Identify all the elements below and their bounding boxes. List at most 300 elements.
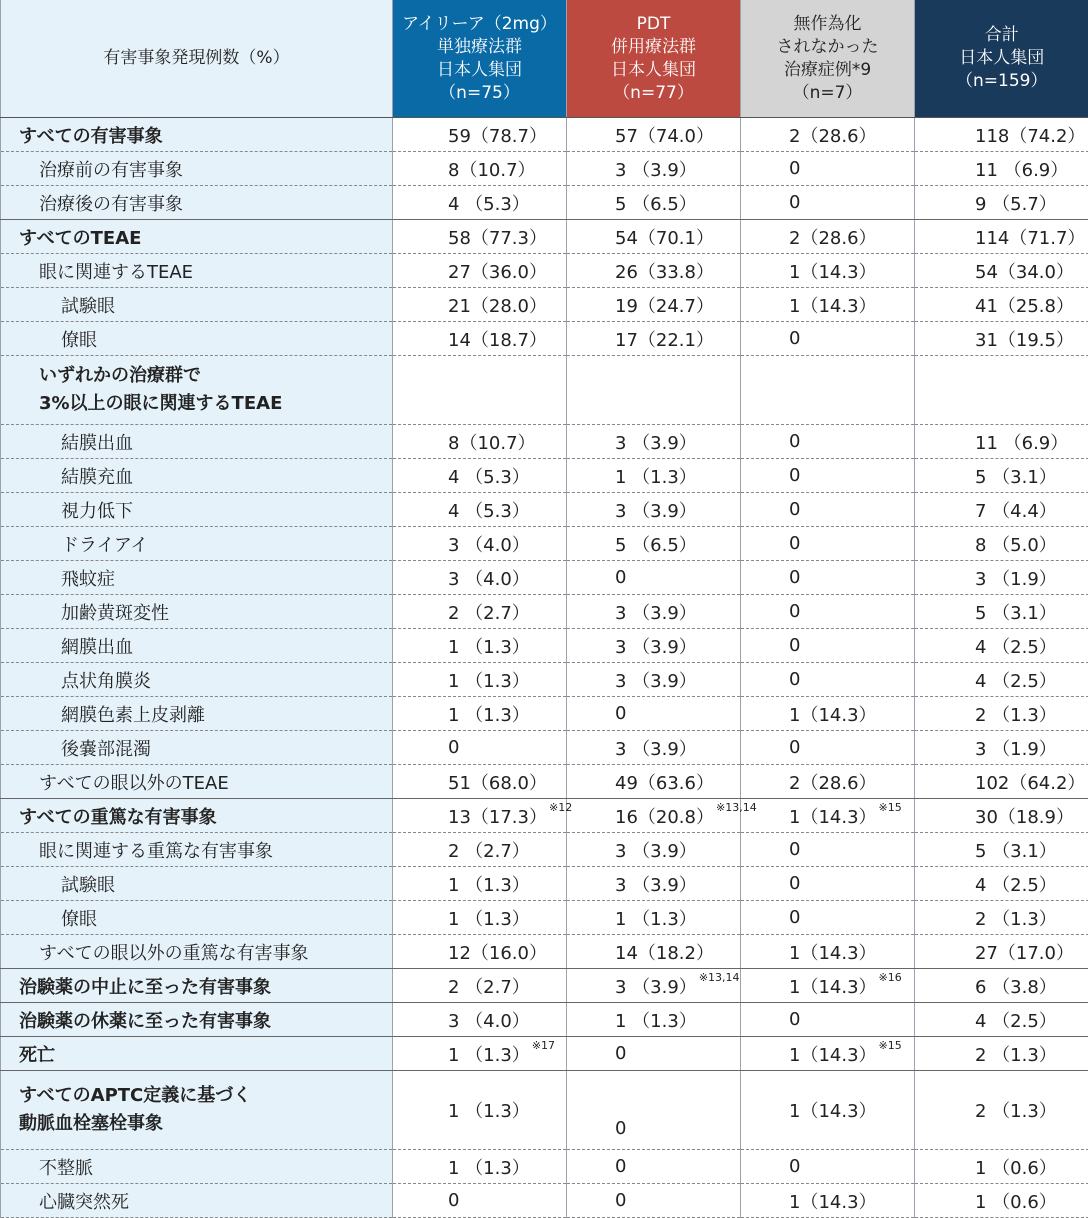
header-aflibercept-mono: アイリーア（2mg） 単独療法群 日本人集団 （n=75） bbox=[393, 0, 567, 118]
table-row bbox=[1, 935, 1088, 969]
table-row bbox=[1, 1003, 1088, 1037]
value-cell bbox=[915, 1003, 1088, 1037]
row-label: 点状角膜炎 bbox=[1, 663, 393, 697]
footnote-ref: ※13,14 bbox=[699, 971, 740, 984]
cell-value: 3 （4.0） bbox=[448, 1011, 530, 1032]
value-cell bbox=[741, 493, 915, 527]
value-cell bbox=[393, 186, 567, 220]
value-cell bbox=[393, 663, 567, 697]
value-cell bbox=[741, 969, 915, 1003]
value-cell bbox=[393, 527, 567, 561]
cell-value: 1 （0.6） bbox=[975, 1158, 1057, 1179]
cell-value: 0 bbox=[789, 465, 800, 486]
cell-value: 0 bbox=[789, 499, 800, 520]
value-cell bbox=[915, 322, 1088, 356]
value-cell bbox=[915, 1184, 1088, 1218]
value-cell bbox=[915, 799, 1088, 833]
cell-value: 27（36.0） bbox=[448, 262, 547, 283]
cell-value: 59（78.7） bbox=[448, 126, 547, 147]
table-row bbox=[1, 425, 1088, 459]
row-label: 心臓突然死 bbox=[1, 1184, 393, 1218]
table-row bbox=[1, 459, 1088, 493]
value-cell bbox=[741, 867, 915, 901]
value-cell bbox=[567, 288, 741, 322]
value-cell bbox=[393, 867, 567, 901]
cell-value: 4 （2.5） bbox=[975, 637, 1057, 658]
cell-value: 9 （5.7） bbox=[975, 194, 1057, 215]
row-label: 治験薬の中止に至った有害事象 bbox=[1, 969, 393, 1003]
value-cell bbox=[567, 527, 741, 561]
value-cell bbox=[915, 935, 1088, 969]
table-row bbox=[1, 288, 1088, 322]
cell-value: 0 bbox=[789, 533, 800, 554]
cell-value: 1 （1.3） bbox=[448, 671, 530, 692]
footnote-ref: ※13,14 bbox=[716, 801, 757, 814]
value-cell bbox=[567, 799, 741, 833]
cell-value: 1（14.3） bbox=[789, 977, 877, 998]
value-cell bbox=[393, 799, 567, 833]
value-cell bbox=[741, 595, 915, 629]
row-label: 眼に関連する重篤な有害事象 bbox=[1, 833, 393, 867]
cell-value: 1 （1.3） bbox=[615, 909, 697, 930]
value-cell bbox=[393, 1184, 567, 1218]
value-cell bbox=[393, 118, 567, 152]
value-cell bbox=[567, 425, 741, 459]
value-cell bbox=[567, 254, 741, 288]
cell-value: 5 （6.5） bbox=[615, 194, 697, 215]
cell-value: 0 bbox=[789, 328, 800, 349]
cell-value: 3 （3.9） bbox=[615, 977, 697, 998]
value-cell bbox=[567, 561, 741, 595]
value-cell bbox=[393, 731, 567, 765]
cell-value: 2 （1.3） bbox=[975, 1045, 1057, 1066]
row-label: 網膜出血 bbox=[1, 629, 393, 663]
value-cell bbox=[567, 663, 741, 697]
value-cell bbox=[741, 697, 915, 731]
cell-value: 21（28.0） bbox=[448, 296, 547, 317]
cell-value: 1（14.3） bbox=[789, 296, 877, 317]
cell-value: 114（71.7） bbox=[975, 228, 1085, 249]
value-cell bbox=[915, 152, 1088, 186]
table-row bbox=[1, 1071, 1088, 1150]
cell-value: 1 （1.3） bbox=[448, 637, 530, 658]
value-cell bbox=[741, 731, 915, 765]
cell-value: 27（17.0） bbox=[975, 943, 1074, 964]
value-cell bbox=[393, 288, 567, 322]
table-row bbox=[1, 186, 1088, 220]
header-pdt-combo: PDT 併用療法群 日本人集団 （n=77） bbox=[567, 0, 741, 118]
table-row bbox=[1, 1150, 1088, 1184]
table-row bbox=[1, 493, 1088, 527]
value-cell bbox=[393, 935, 567, 969]
table-row bbox=[1, 1037, 1088, 1071]
cell-value: 0 bbox=[448, 737, 459, 758]
cell-value: 118（74.2） bbox=[975, 126, 1085, 147]
row-label: 後嚢部混濁 bbox=[1, 731, 393, 765]
value-cell bbox=[567, 1071, 741, 1150]
cell-value: 31（19.5） bbox=[975, 330, 1074, 351]
cell-value: 2 （1.3） bbox=[975, 705, 1057, 726]
cell-value: 0 bbox=[789, 907, 800, 928]
value-cell bbox=[567, 731, 741, 765]
value-cell bbox=[567, 356, 741, 425]
value-cell bbox=[741, 356, 915, 425]
table-row bbox=[1, 152, 1088, 186]
footnote-ref: ※16 bbox=[879, 971, 902, 984]
row-label: 僚眼 bbox=[1, 322, 393, 356]
value-cell bbox=[393, 254, 567, 288]
value-cell bbox=[741, 186, 915, 220]
row-label: 結膜出血 bbox=[1, 425, 393, 459]
value-cell bbox=[393, 765, 567, 799]
cell-value: 3 （3.9） bbox=[615, 739, 697, 760]
cell-value: 5 （3.1） bbox=[975, 603, 1057, 624]
cell-value: 3 （4.0） bbox=[448, 535, 530, 556]
cell-value: 1 （1.3） bbox=[448, 875, 530, 896]
cell-value: 3 （3.9） bbox=[615, 160, 697, 181]
cell-value: 49（63.6） bbox=[615, 773, 714, 794]
row-label: すべての有害事象 bbox=[1, 118, 393, 152]
value-cell bbox=[567, 1003, 741, 1037]
row-label: 網膜色素上皮剥離 bbox=[1, 697, 393, 731]
value-cell bbox=[915, 969, 1088, 1003]
table-row bbox=[1, 118, 1088, 152]
cell-value: 30（18.9） bbox=[975, 807, 1074, 828]
cell-value: 1 （0.6） bbox=[975, 1192, 1057, 1213]
value-cell bbox=[393, 595, 567, 629]
cell-value: 17（22.1） bbox=[615, 330, 714, 351]
value-cell bbox=[393, 459, 567, 493]
row-label: すべてのAPTC定義に基づく 動脈血栓塞栓事象 bbox=[1, 1071, 393, 1150]
cell-value: 2 （2.7） bbox=[448, 977, 530, 998]
value-cell bbox=[567, 493, 741, 527]
value-cell bbox=[393, 1003, 567, 1037]
cell-value: 26（33.8） bbox=[615, 262, 714, 283]
cell-value: 12（16.0） bbox=[448, 943, 547, 964]
value-cell bbox=[567, 459, 741, 493]
cell-value: 8（10.7） bbox=[448, 433, 536, 454]
footnote-ref: ※12 bbox=[549, 801, 572, 814]
value-cell bbox=[567, 867, 741, 901]
cell-value: 0 bbox=[789, 431, 800, 452]
cell-value: 3 （3.9） bbox=[615, 637, 697, 658]
value-cell bbox=[741, 1150, 915, 1184]
value-cell bbox=[915, 186, 1088, 220]
row-label: 飛蚊症 bbox=[1, 561, 393, 595]
table-row bbox=[1, 629, 1088, 663]
value-cell bbox=[741, 288, 915, 322]
cell-value: 1 （1.3） bbox=[615, 467, 697, 488]
cell-value: 2（28.6） bbox=[789, 126, 877, 147]
cell-value: 2 （2.7） bbox=[448, 841, 530, 862]
value-cell bbox=[915, 254, 1088, 288]
value-cell bbox=[741, 527, 915, 561]
cell-value: 0 bbox=[615, 567, 626, 588]
table-row bbox=[1, 799, 1088, 833]
cell-value: 3 （3.9） bbox=[615, 501, 697, 522]
value-cell bbox=[741, 425, 915, 459]
table-row bbox=[1, 663, 1088, 697]
header-label: 有害事象発現例数（%） bbox=[1, 0, 393, 118]
cell-value: 1 （1.3） bbox=[448, 1045, 530, 1066]
cell-value: 1（14.3） bbox=[789, 943, 877, 964]
value-cell bbox=[915, 356, 1088, 425]
value-cell bbox=[567, 1150, 741, 1184]
row-label: 治療後の有害事象 bbox=[1, 186, 393, 220]
cell-value: 0 bbox=[789, 567, 800, 588]
cell-value: 0 bbox=[789, 158, 800, 179]
cell-value: 1 （1.3） bbox=[448, 909, 530, 930]
row-label: 僚眼 bbox=[1, 901, 393, 935]
value-cell bbox=[567, 152, 741, 186]
table-row bbox=[1, 220, 1088, 254]
cell-value: 0 bbox=[789, 1009, 800, 1030]
value-cell bbox=[393, 629, 567, 663]
value-cell bbox=[567, 935, 741, 969]
value-cell bbox=[915, 697, 1088, 731]
cell-value: 3 （3.9） bbox=[615, 671, 697, 692]
value-cell bbox=[567, 595, 741, 629]
cell-value: 2 （2.7） bbox=[448, 603, 530, 624]
cell-value: 57（74.0） bbox=[615, 126, 714, 147]
value-cell bbox=[567, 322, 741, 356]
value-cell bbox=[915, 561, 1088, 595]
value-cell bbox=[915, 663, 1088, 697]
cell-value: 3 （3.9） bbox=[615, 603, 697, 624]
cell-value: 41（25.8） bbox=[975, 296, 1074, 317]
cell-value: 58（77.3） bbox=[448, 228, 547, 249]
row-label: すべての重篤な有害事象 bbox=[1, 799, 393, 833]
table-row bbox=[1, 356, 1088, 425]
value-cell bbox=[567, 1184, 741, 1218]
value-cell bbox=[393, 901, 567, 935]
table-row bbox=[1, 765, 1088, 799]
cell-value: 4 （5.3） bbox=[448, 467, 530, 488]
table-row bbox=[1, 254, 1088, 288]
value-cell bbox=[915, 731, 1088, 765]
footnote-ref: ※15 bbox=[879, 1039, 902, 1052]
cell-value: 0 bbox=[789, 669, 800, 690]
cell-value: 0 bbox=[615, 1190, 626, 1211]
value-cell bbox=[393, 1071, 567, 1150]
value-cell bbox=[741, 663, 915, 697]
value-cell bbox=[393, 697, 567, 731]
table-row bbox=[1, 731, 1088, 765]
row-label: 治療前の有害事象 bbox=[1, 152, 393, 186]
cell-value: 5 （6.5） bbox=[615, 535, 697, 556]
value-cell bbox=[393, 561, 567, 595]
row-label: 治験薬の休薬に至った有害事象 bbox=[1, 1003, 393, 1037]
value-cell bbox=[741, 1037, 915, 1071]
cell-value: 1（14.3） bbox=[789, 705, 877, 726]
value-cell bbox=[393, 356, 567, 425]
cell-value: 1 （1.3） bbox=[448, 705, 530, 726]
cell-value: 102（64.2） bbox=[975, 773, 1085, 794]
table-row bbox=[1, 867, 1088, 901]
value-cell bbox=[915, 765, 1088, 799]
value-cell bbox=[741, 1003, 915, 1037]
cell-value: 1（14.3） bbox=[789, 1045, 877, 1066]
table-row bbox=[1, 901, 1088, 935]
cell-value: 3 （3.9） bbox=[615, 875, 697, 896]
cell-value: 0 bbox=[615, 1043, 626, 1064]
cell-value: 0 bbox=[615, 1156, 626, 1177]
row-label: すべてのTEAE bbox=[1, 220, 393, 254]
cell-value: 51（68.0） bbox=[448, 773, 547, 794]
table-row bbox=[1, 527, 1088, 561]
cell-value: 5 （3.1） bbox=[975, 467, 1057, 488]
value-cell bbox=[741, 220, 915, 254]
value-cell bbox=[915, 425, 1088, 459]
value-cell bbox=[393, 1150, 567, 1184]
value-cell bbox=[567, 118, 741, 152]
value-cell bbox=[393, 833, 567, 867]
value-cell bbox=[393, 425, 567, 459]
cell-value: 11 （6.9） bbox=[975, 433, 1068, 454]
row-label: すべての眼以外のTEAE bbox=[1, 765, 393, 799]
cell-value: 3 （1.9） bbox=[975, 739, 1057, 760]
value-cell bbox=[741, 901, 915, 935]
value-cell bbox=[741, 1071, 915, 1150]
table-row bbox=[1, 595, 1088, 629]
cell-value: 0 bbox=[789, 635, 800, 656]
value-cell bbox=[567, 1037, 741, 1071]
value-cell bbox=[567, 629, 741, 663]
value-cell bbox=[741, 322, 915, 356]
cell-value: 0 bbox=[789, 737, 800, 758]
value-cell bbox=[915, 629, 1088, 663]
value-cell bbox=[741, 833, 915, 867]
value-cell bbox=[567, 901, 741, 935]
row-label: 結膜充血 bbox=[1, 459, 393, 493]
cell-value: 1 （1.3） bbox=[448, 1158, 530, 1179]
cell-value: 4 （2.5） bbox=[975, 875, 1057, 896]
cell-value: 54（34.0） bbox=[975, 262, 1074, 283]
row-label: 視力低下 bbox=[1, 493, 393, 527]
value-cell bbox=[393, 220, 567, 254]
table-row bbox=[1, 969, 1088, 1003]
cell-value: 1（14.3） bbox=[789, 262, 877, 283]
cell-value: 0 bbox=[789, 192, 800, 213]
cell-value: 3 （1.9） bbox=[975, 569, 1057, 590]
value-cell bbox=[741, 935, 915, 969]
header-row bbox=[1, 0, 1088, 118]
cell-value: 7 （4.4） bbox=[975, 501, 1057, 522]
cell-value: 0 bbox=[448, 1190, 459, 1211]
value-cell bbox=[741, 152, 915, 186]
value-cell bbox=[567, 697, 741, 731]
row-label: 試験眼 bbox=[1, 867, 393, 901]
cell-value: 1 （1.3） bbox=[448, 1101, 530, 1122]
cell-value: 1 （1.3） bbox=[615, 1011, 697, 1032]
row-label: ドライアイ bbox=[1, 527, 393, 561]
cell-value: 3 （3.9） bbox=[615, 841, 697, 862]
value-cell bbox=[915, 220, 1088, 254]
table-row bbox=[1, 561, 1088, 595]
value-cell bbox=[393, 493, 567, 527]
row-label: 加齢黄斑変性 bbox=[1, 595, 393, 629]
value-cell bbox=[915, 595, 1088, 629]
cell-value: 14（18.7） bbox=[448, 330, 547, 351]
cell-value: 4 （5.3） bbox=[448, 501, 530, 522]
value-cell bbox=[741, 118, 915, 152]
cell-value: 1（14.3） bbox=[789, 1101, 877, 1122]
value-cell bbox=[915, 901, 1088, 935]
cell-value: 0 bbox=[789, 839, 800, 860]
value-cell bbox=[915, 118, 1088, 152]
value-cell bbox=[915, 527, 1088, 561]
table-row bbox=[1, 697, 1088, 731]
cell-value: 14（18.2） bbox=[615, 943, 714, 964]
row-label: いずれかの治療群で 3%以上の眼に関連するTEAE bbox=[1, 356, 393, 425]
cell-value: 3 （4.0） bbox=[448, 569, 530, 590]
row-label: すべての眼以外の重篤な有害事象 bbox=[1, 935, 393, 969]
cell-value: 0 bbox=[615, 703, 626, 724]
value-cell bbox=[915, 493, 1088, 527]
value-cell bbox=[915, 867, 1088, 901]
value-cell bbox=[741, 765, 915, 799]
cell-value: 11 （6.9） bbox=[975, 160, 1068, 181]
value-cell bbox=[741, 629, 915, 663]
cell-value: 19（24.7） bbox=[615, 296, 714, 317]
header-total: 合計 日本人集団 （n=159） bbox=[915, 0, 1088, 118]
row-label: 不整脈 bbox=[1, 1150, 393, 1184]
cell-value: 5 （3.1） bbox=[975, 841, 1057, 862]
cell-value: 0 bbox=[789, 601, 800, 622]
value-cell bbox=[741, 561, 915, 595]
footnote-ref: ※17 bbox=[532, 1039, 555, 1052]
value-cell bbox=[393, 969, 567, 1003]
value-cell bbox=[741, 799, 915, 833]
value-cell bbox=[915, 1071, 1088, 1150]
value-cell bbox=[393, 152, 567, 186]
value-cell bbox=[915, 459, 1088, 493]
cell-value: 6 （3.8） bbox=[975, 977, 1057, 998]
value-cell bbox=[567, 969, 741, 1003]
cell-value: 4 （2.5） bbox=[975, 671, 1057, 692]
cell-value: 1（14.3） bbox=[789, 1192, 877, 1213]
cell-value: 2（28.6） bbox=[789, 773, 877, 794]
table-row bbox=[1, 833, 1088, 867]
row-label: 試験眼 bbox=[1, 288, 393, 322]
value-cell bbox=[741, 459, 915, 493]
value-cell bbox=[741, 254, 915, 288]
row-label: 眼に関連するTEAE bbox=[1, 254, 393, 288]
cell-value: 1（14.3） bbox=[789, 807, 877, 828]
value-cell bbox=[915, 288, 1088, 322]
footnote-ref: ※15 bbox=[879, 801, 902, 814]
cell-value: 13（17.3） bbox=[448, 807, 547, 828]
value-cell bbox=[393, 1037, 567, 1071]
value-cell bbox=[567, 186, 741, 220]
cell-value: 4 （2.5） bbox=[975, 1011, 1057, 1032]
header-not-randomized: 無作為化 されなかった 治療症例*9 （n=7） bbox=[741, 0, 915, 118]
cell-value: 0 bbox=[789, 873, 800, 894]
cell-value: 8 （5.0） bbox=[975, 535, 1057, 556]
cell-value: 8（10.7） bbox=[448, 160, 536, 181]
value-cell bbox=[915, 1150, 1088, 1184]
cell-value: 54（70.1） bbox=[615, 228, 714, 249]
cell-value: 4 （5.3） bbox=[448, 194, 530, 215]
value-cell bbox=[567, 220, 741, 254]
cell-value: 3 （3.9） bbox=[615, 433, 697, 454]
value-cell bbox=[567, 833, 741, 867]
cell-value: 2 （1.3） bbox=[975, 909, 1057, 930]
table-row bbox=[1, 322, 1088, 356]
value-cell bbox=[567, 765, 741, 799]
table-row bbox=[1, 1184, 1088, 1218]
cell-value: 16（20.8） bbox=[615, 807, 714, 828]
